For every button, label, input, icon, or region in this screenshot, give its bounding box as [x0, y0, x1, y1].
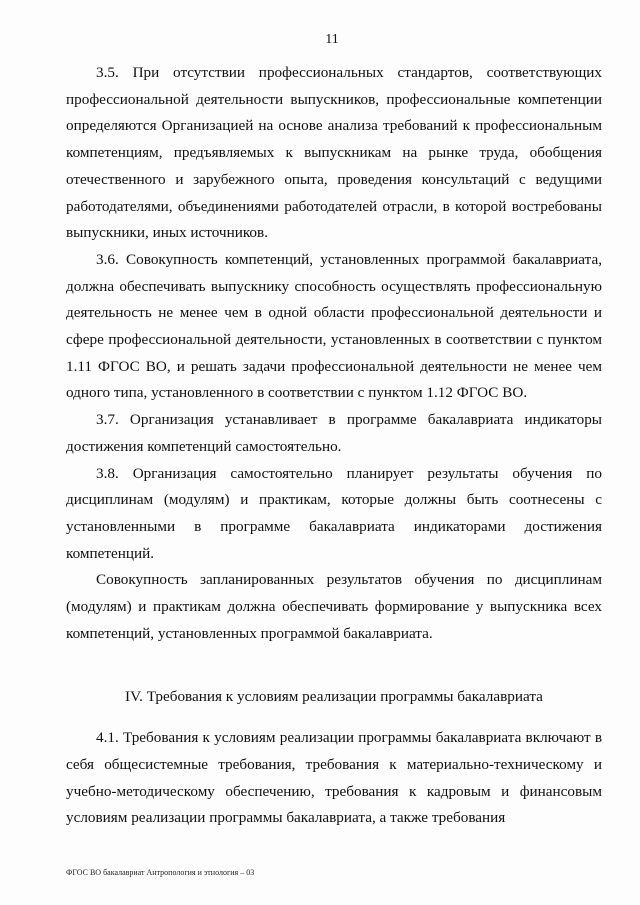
document-footer: ФГОС ВО бакалавриат Антропология и этнология – 03	[66, 868, 255, 877]
paragraph-3-5: 3.5. При отсутствии профессиональных стандартов, соответствующих профессиональной деятельности выпускников, профессиональные компетенции определяются Организацией на основе анализа требований к профессиональным компетенциям, предъявляемых к выпускникам на рынке труда, обобщения отечественного и зарубежного опыта, проведения консультаций с ведущими работодателями, объединениями работодателей отрасли, в которой востребованы выпускники, иных источников.	[66, 64, 602, 242]
paragraph-4-1: 4.1. Требования к условиям реализации программы бакалавриата включают в себя общесистемные требования, требования к материально-техническому и учебно-методическому обеспечению, требования к кадровым и финансовым условиям реализации программы бакалавриата, а также требования	[66, 729, 602, 827]
page-number: 11	[325, 32, 339, 47]
paragraph-3-8: 3.8. Организация самостоятельно планирует результаты обучения по дисциплинам (модулям) и практикам, которые должны быть соотнесены с установленными в программе бакалавриата индикаторами достижения компетенций.	[66, 464, 602, 562]
paragraph-results-summary: Совокупность запланированных результатов обучения по дисциплинам (модулям) и практикам должна обеспечивать формирование у выпускника всех компетенций, установленных программой бакалавриата.	[66, 571, 602, 642]
document-body	[66, 60, 602, 832]
section-heading: IV. Требования к условиям реализации программы бакалавриата	[125, 688, 543, 706]
paragraph-3-7: 3.7. Организация устанавливает в программе бакалавриата индикаторы достижения компетенций самостоятельно.	[66, 411, 602, 455]
paragraph-3-6: 3.6. Совокупность компетенций, установленных программой бакалавриата, должна обеспечивать выпускнику способность осуществлять профессиональную деятельность не менее чем в одной области профессиональной деятельности и сфере профессиональной деятельности, установленных в соответствии с пунктом 1.11 ФГОС ВО, и решать задачи профессиональной деятельности не менее чем одного типа, установленного в соответствии с пунктом 1.12 ФГОС ВО.	[66, 250, 602, 402]
